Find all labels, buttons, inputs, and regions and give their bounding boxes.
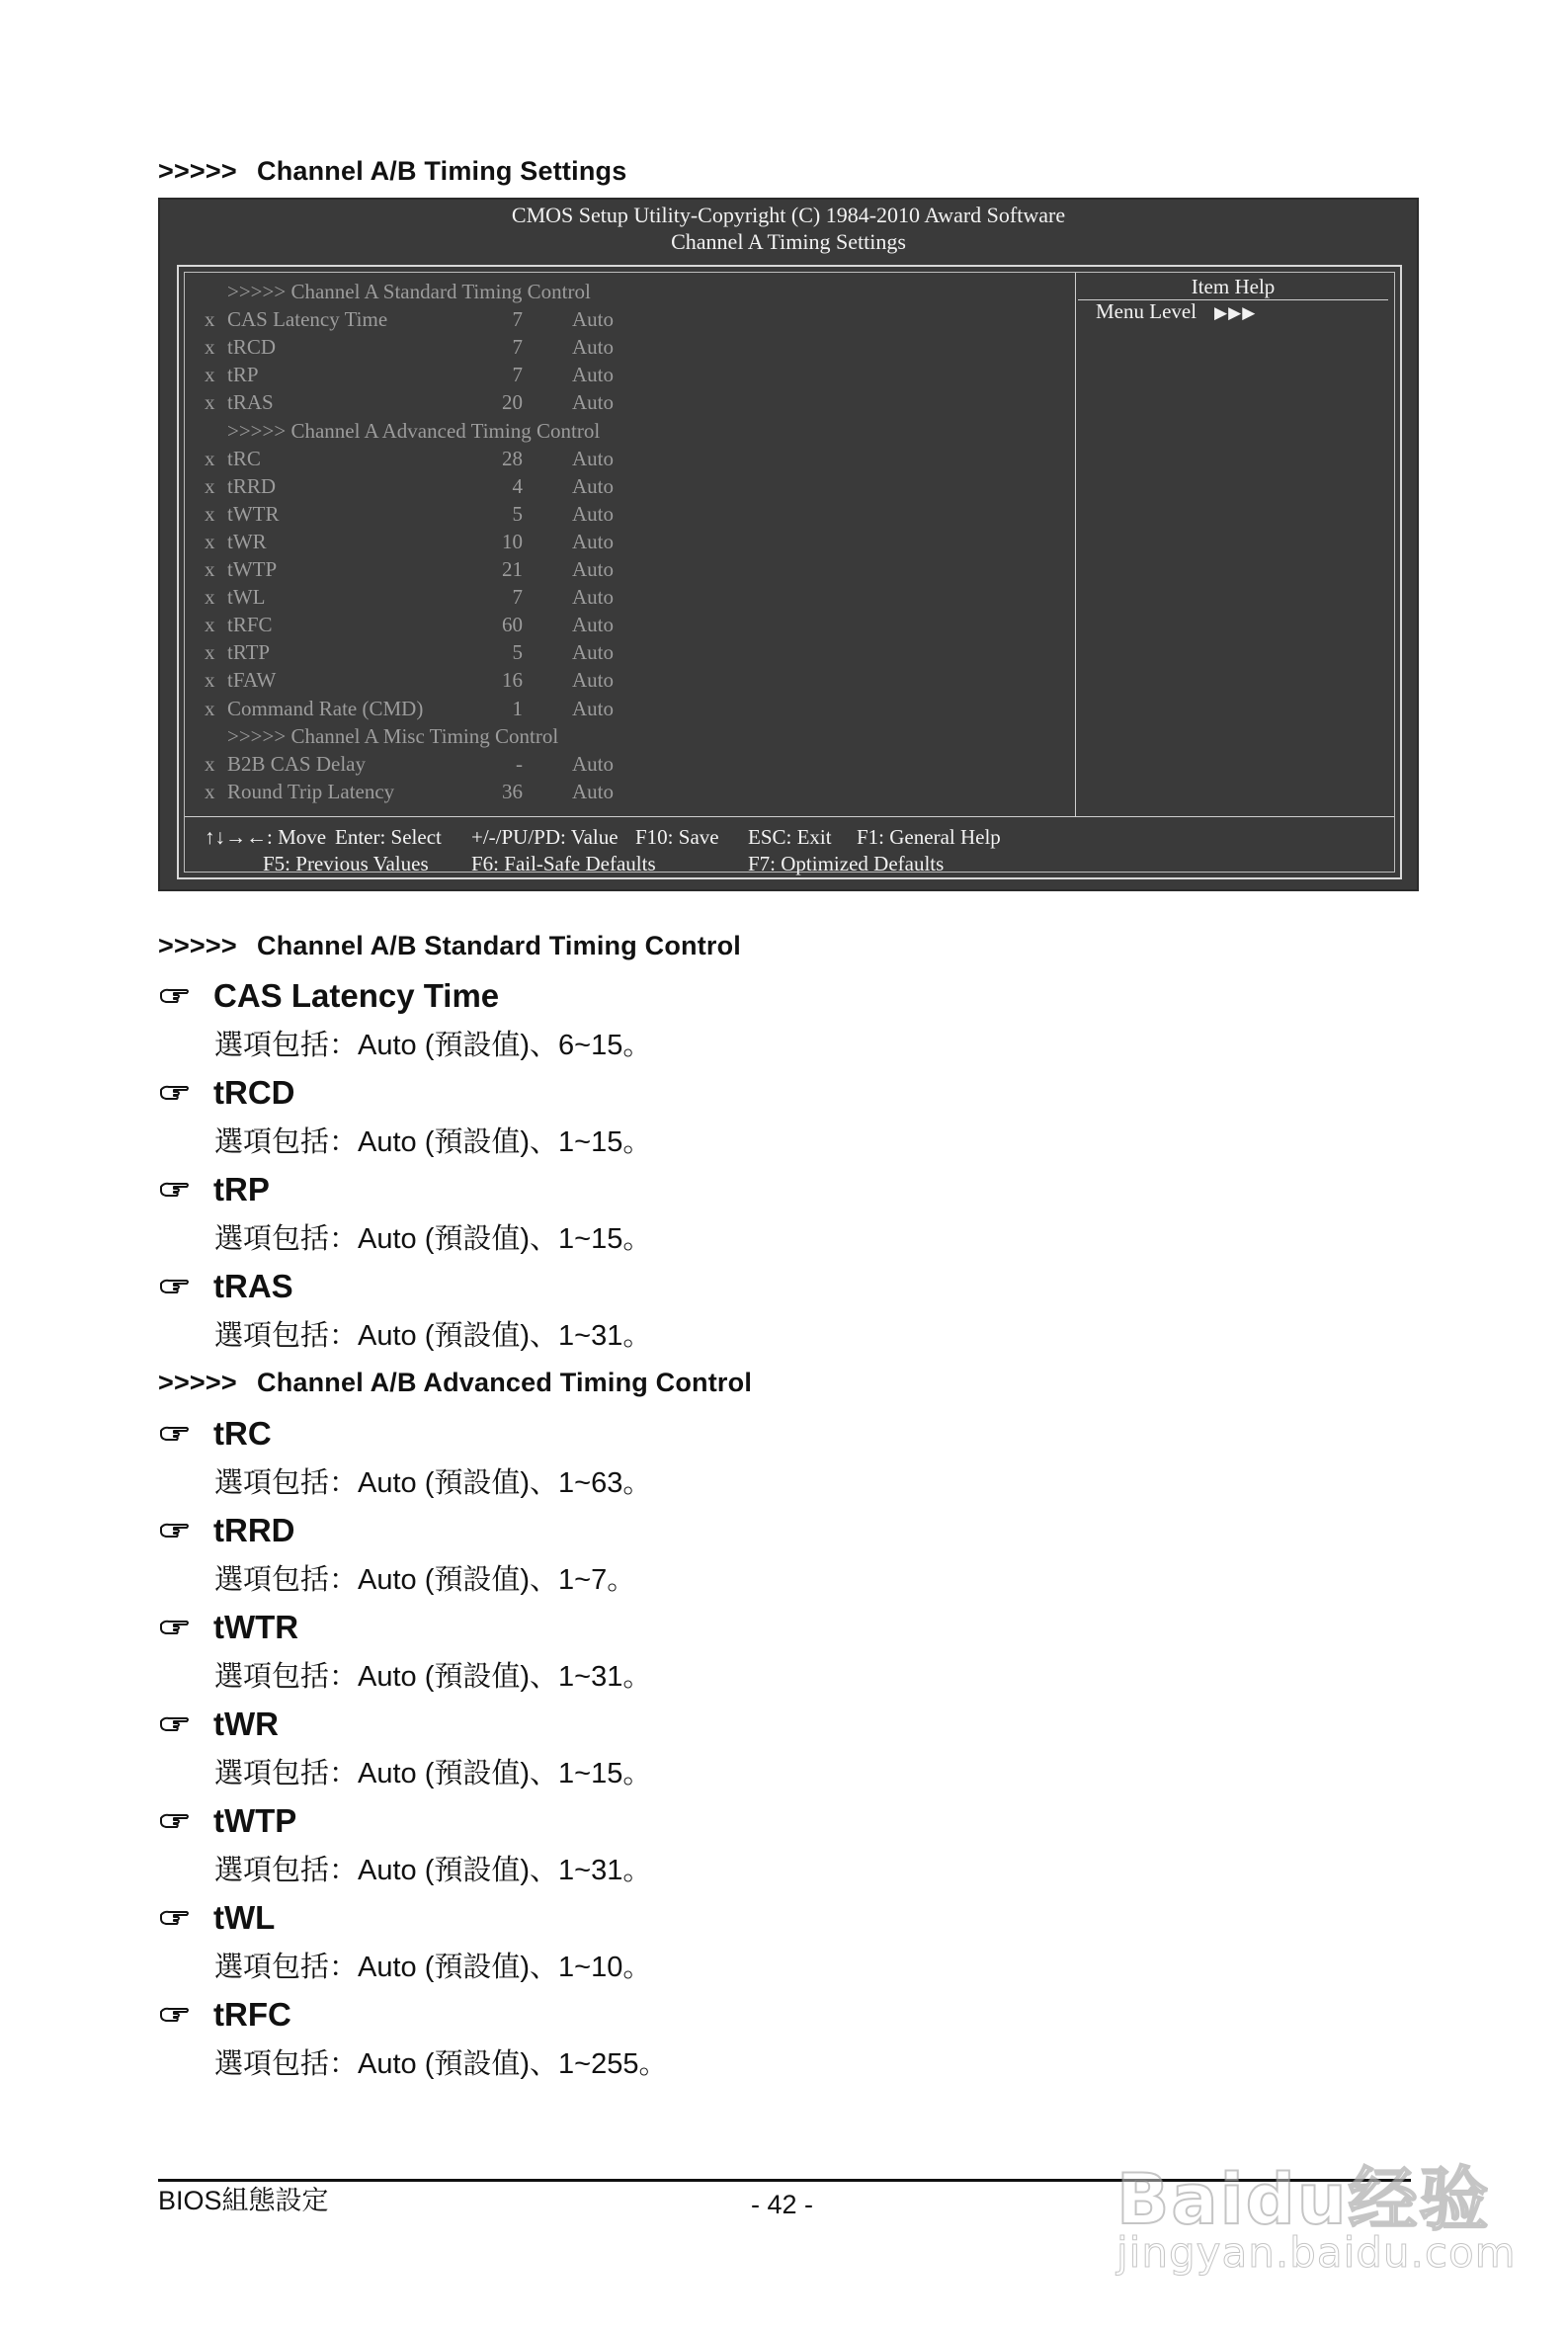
setting-name: tRTP [227, 640, 271, 665]
setting-option: Auto [572, 529, 614, 553]
bios-page-title: Channel A Timing Settings [671, 229, 906, 254]
key-help: F1: General Help [857, 825, 1001, 849]
setting-value: 21 [502, 557, 523, 581]
option-description: 選項包括：Auto (預設值)、1~15。 [214, 1223, 652, 1255]
watermark-url: jingyan.baidu.com [1116, 2228, 1517, 2277]
setting-option: Auto [572, 446, 614, 470]
disabled-marker: x [205, 613, 215, 637]
setting-value: 5 [512, 640, 523, 665]
option-title-row [158, 1608, 850, 1651]
setting-value: 7 [512, 363, 523, 387]
setting-name: >>>>> Channel A Advanced Timing Control [227, 418, 601, 443]
option-title-row [158, 1801, 850, 1845]
pointing-hand-icon [160, 1178, 190, 1200]
option-title: tRFC [213, 1996, 291, 2033]
key-save: F10: Save [635, 825, 719, 849]
pointing-hand-icon [160, 1809, 190, 1831]
setting-value: 7 [512, 307, 523, 332]
setting-value: 16 [502, 668, 523, 693]
disabled-marker: x [205, 473, 215, 498]
setting-value: 36 [502, 779, 523, 803]
key-value: +/-/PU/PD: Value [471, 825, 619, 849]
disabled-marker: x [205, 585, 215, 610]
section-heading-timing-settings [158, 156, 626, 187]
option-title-row [158, 1898, 850, 1942]
option-title: tWTP [213, 1802, 297, 1839]
setting-option: Auto [572, 585, 614, 610]
option-title: tRRD [213, 1512, 295, 1548]
option-description: 選項包括：Auto (預設值)、1~31。 [214, 1661, 652, 1693]
option-description: 選項包括：Auto (預設值)、6~15。 [214, 1030, 652, 1061]
option-title: tWTR [213, 1609, 299, 1645]
pointing-hand-icon [160, 1906, 190, 1928]
setting-name: tFAW [227, 668, 277, 693]
option-title: tWL [213, 1899, 276, 1936]
setting-name: tRAS [227, 390, 274, 415]
bios-screen [158, 198, 1419, 891]
option-title: tWR [213, 1706, 279, 1742]
setting-name: Command Rate (CMD) [227, 696, 424, 720]
setting-option: Auto [572, 335, 614, 360]
pointing-hand-icon [160, 1422, 190, 1444]
keys-divider [185, 816, 1394, 817]
setting-value: 10 [502, 529, 523, 553]
section-title: Channel A/B Advanced Timing Control [257, 1368, 753, 1397]
watermark [1116, 2115, 1517, 2292]
option-title: tRAS [213, 1268, 293, 1304]
menu-level [1096, 298, 1256, 326]
pointing-hand-icon [160, 1712, 190, 1734]
option-title: tRP [213, 1171, 270, 1207]
footer-section-name: BIOS組態設定 [158, 2186, 329, 2215]
option-description: 選項包括：Auto (預設值)、1~10。 [214, 1952, 652, 1983]
setting-name: tWR [227, 529, 267, 553]
option-title-row [158, 1170, 850, 1213]
disabled-marker: x [205, 557, 215, 581]
setting-option: Auto [572, 696, 614, 720]
option-title-row [158, 1073, 850, 1117]
setting-option: Auto [572, 751, 614, 776]
disabled-marker: x [205, 696, 215, 720]
section-arrows: >>>>> [158, 1368, 237, 1397]
disabled-marker: x [205, 640, 215, 665]
section-arrows: >>>>> [158, 931, 237, 960]
pointing-hand-icon [160, 1275, 190, 1296]
setting-option: Auto [572, 473, 614, 498]
key-enter: Enter: Select [335, 825, 442, 849]
section-arrows: >>>>> [158, 156, 237, 186]
item-help-title: Item Help [1078, 274, 1388, 300]
disabled-marker: x [205, 363, 215, 387]
menu-level-label: Menu Level [1096, 299, 1197, 323]
setting-name: B2B CAS Delay [227, 751, 367, 776]
pointing-hand-icon [160, 1081, 190, 1103]
setting-option: Auto [572, 501, 614, 526]
key-optimized: F7: Optimized Defaults [748, 852, 945, 875]
setting-name: tRCD [227, 335, 277, 360]
setting-name: tRRD [227, 473, 277, 498]
disabled-marker: x [205, 335, 215, 360]
setting-value: 1 [512, 696, 523, 720]
setting-name: >>>>> Channel A Standard Timing Control [227, 280, 591, 303]
option-title-row [158, 1995, 850, 2039]
section-heading-standard [158, 931, 741, 961]
setting-name: tRP [227, 363, 259, 387]
menu-level-arrows-icon: ▶▶▶ [1214, 303, 1257, 322]
option-title-row [158, 1414, 850, 1457]
disabled-marker: x [205, 501, 215, 526]
option-title-row [158, 976, 850, 1020]
disabled-marker: x [205, 529, 215, 553]
setting-name: >>>>> Channel A Misc Timing Control [227, 723, 559, 748]
setting-value: 7 [512, 585, 523, 610]
option-title: tRC [213, 1415, 272, 1452]
disabled-marker: x [205, 751, 215, 776]
key-move: ↑↓→←: Move [205, 825, 327, 849]
setting-value: 60 [502, 613, 523, 637]
option-description: 選項包括：Auto (預設值)、1~31。 [214, 1855, 652, 1886]
watermark-logo: Baidu经验 [1116, 2159, 1491, 2240]
setting-value: 28 [502, 446, 523, 470]
option-description: 選項包括：Auto (預設值)、1~63。 [214, 1467, 652, 1499]
pointing-hand-icon [160, 984, 190, 1006]
setting-option: Auto [572, 307, 614, 332]
disabled-marker: x [205, 390, 215, 415]
setting-name: tWL [227, 585, 266, 610]
option-description: 選項包括：Auto (預設值)、1~15。 [214, 1126, 652, 1158]
disabled-marker: x [205, 779, 215, 803]
section-title: Channel A/B Timing Settings [257, 156, 627, 186]
setting-value: 5 [512, 501, 523, 526]
setting-name: CAS Latency Time [227, 307, 388, 332]
key-previous: F5: Previous Values [263, 852, 429, 875]
option-title-row [158, 1511, 850, 1554]
setting-value: 4 [512, 473, 523, 498]
setting-option: Auto [572, 779, 614, 803]
option-description: 選項包括：Auto (預設值)、1~31。 [214, 1320, 652, 1352]
setting-name: tRFC [227, 613, 273, 637]
option-description: 選項包括：Auto (預設值)、1~7。 [214, 1564, 636, 1596]
setting-name: tWTR [227, 501, 280, 526]
key-failsafe: F6: Fail-Safe Defaults [471, 852, 656, 875]
setting-name: Round Trip Latency [227, 779, 395, 803]
bios-copyright: CMOS Setup Utility-Copyright (C) 1984-2010 Award Software [511, 203, 1066, 227]
option-title: tRCD [213, 1074, 295, 1111]
option-title-row [158, 1705, 850, 1748]
setting-name: tRC [227, 446, 261, 470]
bios-frame [177, 265, 1402, 879]
disabled-marker: x [205, 307, 215, 332]
setting-option: Auto [572, 668, 614, 693]
setting-option: Auto [572, 640, 614, 665]
key-exit: ESC: Exit [748, 825, 832, 849]
option-description: 選項包括：Auto (預設值)、1~15。 [214, 1758, 652, 1789]
bios-frame-inner [184, 272, 1395, 873]
option-title: CAS Latency Time [213, 977, 500, 1014]
option-description: 選項包括：Auto (預設值)、1~255。 [214, 2048, 668, 2080]
pointing-hand-icon [160, 2003, 190, 2025]
pointing-hand-icon [160, 1519, 190, 1540]
section-heading-advanced [158, 1368, 752, 1398]
setting-option: Auto [572, 363, 614, 387]
disabled-marker: x [205, 446, 215, 470]
setting-value: 20 [502, 390, 523, 415]
setting-option: Auto [572, 557, 614, 581]
option-title-row [158, 1267, 850, 1310]
setting-value: 7 [512, 335, 523, 360]
setting-value: - [516, 751, 523, 776]
disabled-marker: x [205, 668, 215, 693]
setting-name: tWTP [227, 557, 278, 581]
help-divider [1075, 273, 1076, 816]
setting-option: Auto [572, 613, 614, 637]
pointing-hand-icon [160, 1616, 190, 1637]
section-title: Channel A/B Standard Timing Control [257, 931, 742, 960]
page-number: - 42 - [751, 2190, 814, 2219]
setting-option: Auto [572, 390, 614, 415]
